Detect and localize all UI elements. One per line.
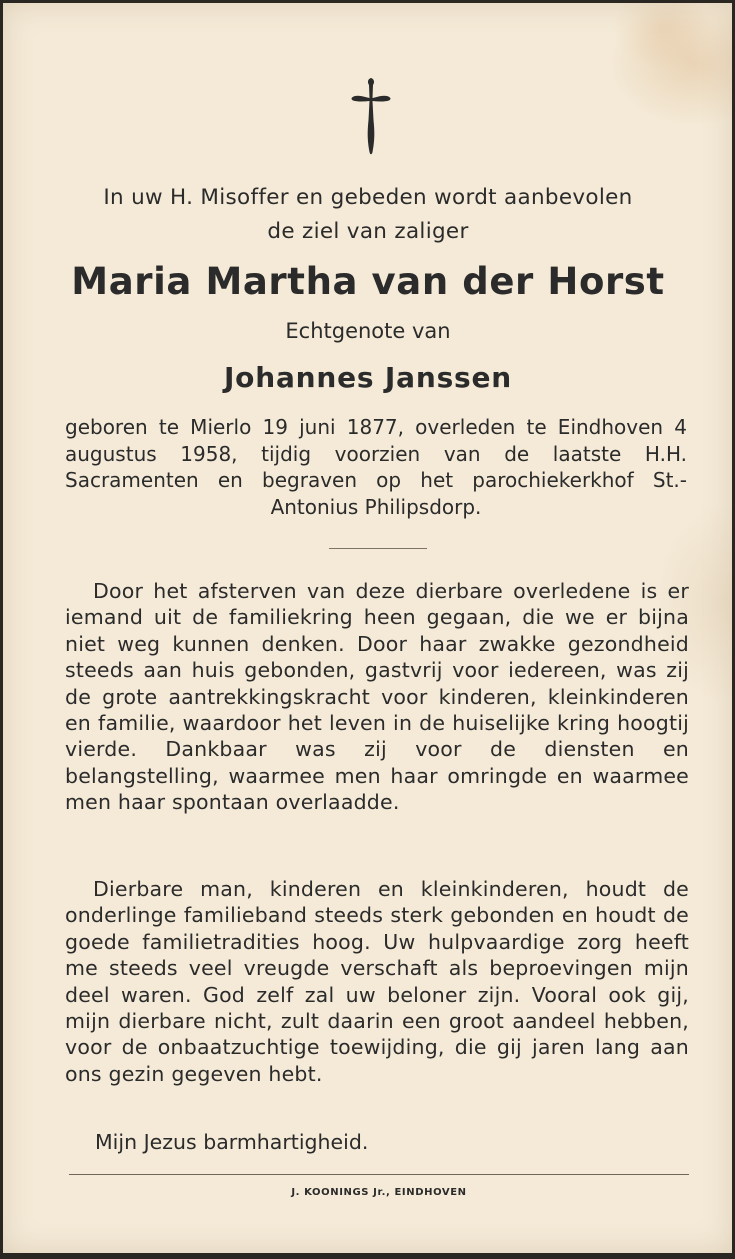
closing-prayer: Mijn Jezus barmhartigheid. <box>95 1130 369 1154</box>
spouse-label: Echtgenote van <box>285 319 451 343</box>
memorial-paragraph-1: Door het afsterven van deze dierbare overledene is er iemand uit de familiekring heen gegaan, die we er bijna niet weg kunnen denken. Door haar zwakke gezondheid steeds aan huis gebonden, gastvrij voor iedereen, was zij de grote aantrekkingskracht voor kinderen, kleinkinderen en familie, waardoor het leven in de huiselijke kring hoogtij vierde. Dankbaar was zij voor de diensten en belangstelling, waarmee men haar omringde en waarmee men haar spontaan overlaadde. <box>65 579 689 815</box>
printer-credit: J. KOONINGS Jr., EINDHOVEN <box>291 1187 467 1198</box>
divider <box>329 548 427 549</box>
memorial-card <box>3 3 732 1253</box>
intro-line-1: In uw H. Misoffer en gebeden wordt aanbevolen <box>103 185 633 210</box>
cross-icon <box>349 76 393 156</box>
deceased-name: Maria Martha van der Horst <box>71 260 665 303</box>
intro-line-2: de ziel van zaliger <box>267 219 469 244</box>
biography: geboren te Mierlo 19 juni 1877, overleden te Eindhoven 4 augustus 1958, tijdig voorzien van de laatste H.H. Sacramenten en begraven op het parochiekerkhof St.-Antonius Philipsdorp. <box>65 415 687 519</box>
spouse-name: Johannes Janssen <box>223 361 513 394</box>
memorial-paragraph-2: Dierbare man, kinderen en kleinkinderen, houdt de onderlinge familieband steeds sterk gebonden en houdt de goede familietradities hoog. Uw hulpvaardige zorg heeft me steeds veel vreugde verschaft als beproevingen mijn deel waren. God zelf zal uw beloner zijn. Vooral ook gij, mijn dierbare nicht, zult daarin een groot aandeel hebben, voor de onbaatzuchtige toewijding, die gij jaren lang aan ons gezin gegeven hebt. <box>65 877 689 1086</box>
footer-rule <box>69 1174 689 1175</box>
